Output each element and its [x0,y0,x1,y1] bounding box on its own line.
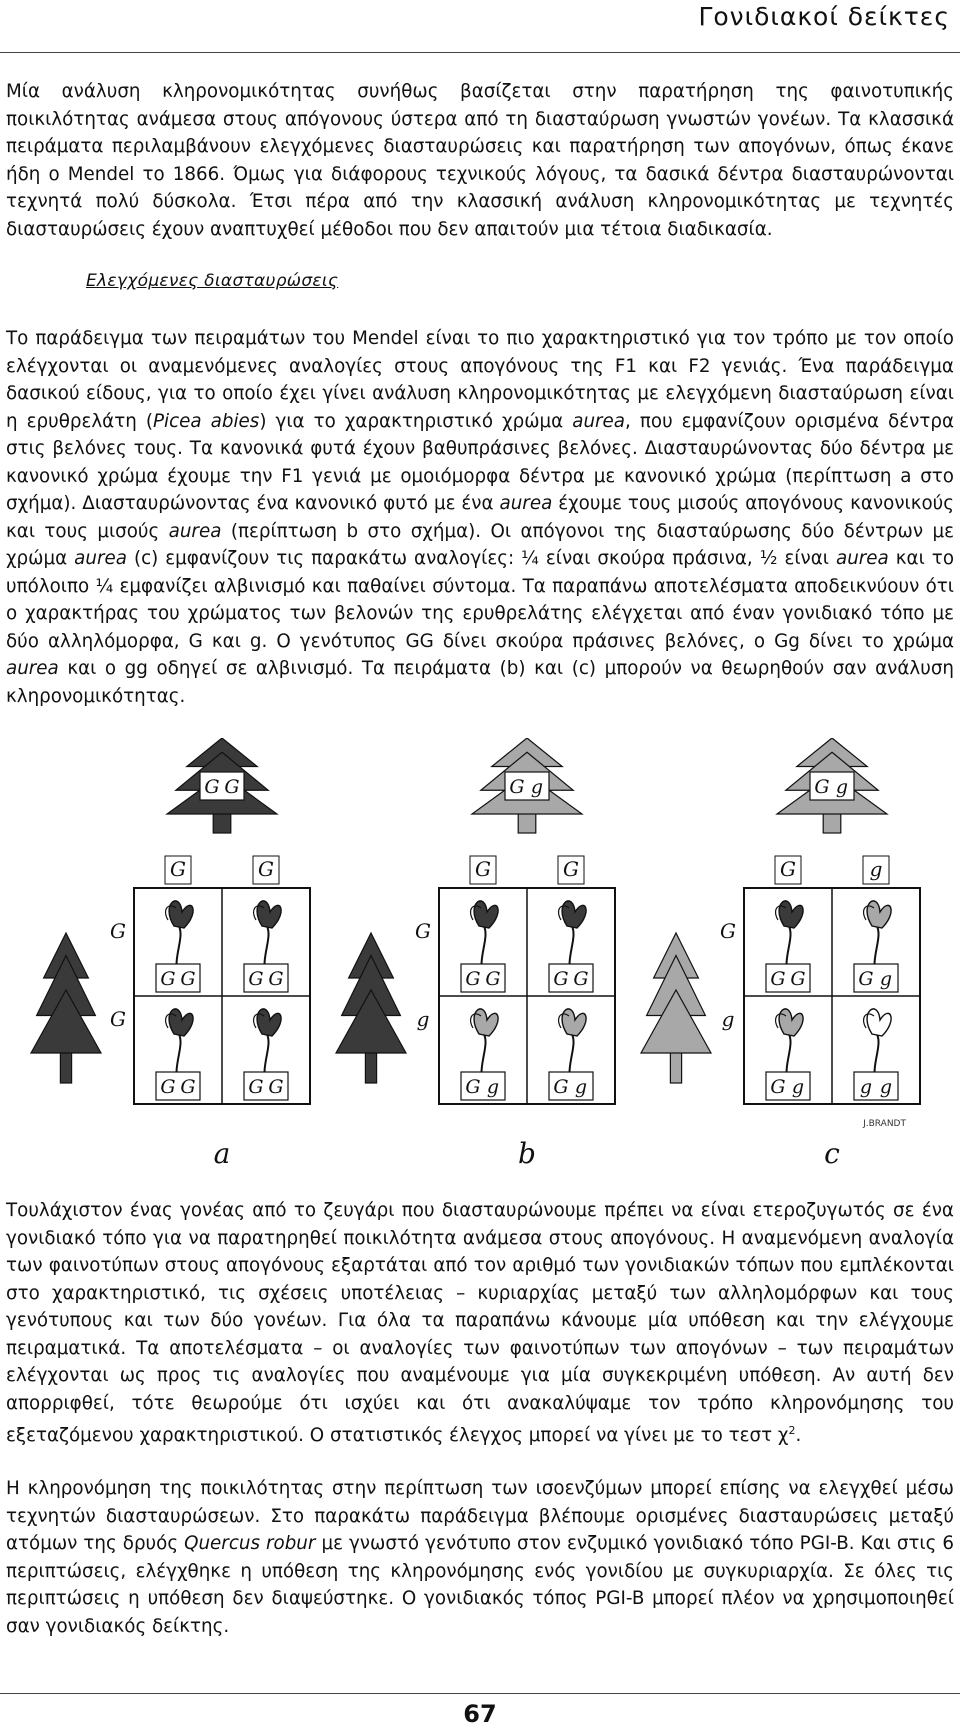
gamete-top-c-2: g [869,857,883,881]
intro-paragraph: Μία ανάλυση κληρονομικότητας συνήθως βασίζεται στην παρατήρηση της φαινοτυπικής ποικιλότητας ανάμεσα στους απόγονους ύστερα από τη διασταύρωση γνωστών γονέων. Τα κλασσικά πειράματα περιλαμβάνουν ελεγχόμενες διασταυρώσεις και παρατήρηση των απογόνων, όπως έκανε ήδη ο Mendel το 1866. Όμως για διάφορους τεχνικούς λόγους, τα δασικά δέντρα διασταυρώνονται τεχνητά πολύ δύσκολα. Έτσι πέρα από την κλασσική ανάλυση κληρονομικότητας με τεχνητές διασταυρώσεις έχουν αναπτυχθεί μέθοδοι που δεν απαιτούν μια τέτοια διαδικασία. [6,81,954,240]
parent-genotype-a-allele-2: G [224,776,240,798]
parent-genotype-b-allele-1: G [509,776,525,798]
partner-tree-c-tier [641,990,711,1053]
artist-signature: J.BRANDT [863,1119,906,1129]
controlled-crosses-paragraph: Το παράδειγμα των πειραμάτων του Mendel είναι το πιο χαρακτηριστικό για τον τρόπο με τον οποίο ελέγχονται οι αναμενόμενες αναλογίες στους απογόνους της F1 και F2 γενιάς. Ένα παράδειγμα δασικού είδους, για το οποίο έχει γίνει ανάλυση κληρονομικότητας με ελεγχόμενη διασταύρωση είναι η ερυθρελάτη (Picea abies) για το χαρακτηριστικό χρώμα aurea, που εμφανίζουν ορισμένα δέντρα στις βελόνες τους. Τα κανονικά φυτά έχουν βαθυπράσινες βελόνες. Διασταυρώνοντας δύο δέντρα με κανονικό χρώμα έχουμε την F1 γενιά με ομοιόμορφα δέντρα με κανονικό χρώμα (περίπτωση a στο σχήμα). Διασταυρώνοντας ένα κανονικό φυτό με ένα aurea έχουμε τους μισούς απογόνους κανονικούς και τους μισούς aurea (περίπτωση b στο σχήμα). Οι απόγονοι της διασταύρωσης δύο δέντρων με χρώμα aurea (c) εμφανίζουν τις παρακάτω αναλογίες: ¼ είναι σκούρα πράσινα, ½ είναι aurea και το υπόλοιπο ¼ εμφανίζει αλβινισμό και παθαίνει σύντομα. Τα παραπάνω αποτελέσματα αποδεικνύουν ότι ο χαρακτήρας του χρώματος των βελονών της ερυθρελάτης ελέγχεται από έναν γονιδιακό τόπο με δύο αλληλόμορφα, G και g. Ο γενότυπος GG δίνει σκούρα πράσινες βελόνες, ο Gg δίνει το χρώμα aurea και ο gg οδηγεί σε αλβινισμό. Τα πειράματα (b) και (c) μπορούν να θεωρηθούν σαν ανάλυση κληρονομικότητας. [6,328,954,707]
offspring-genotype-b-1-allele-2: G [485,968,501,990]
gamete-side-a-1: G [110,919,126,943]
gamete-top-a-1: G [170,857,186,881]
partner-tree-a-trunk [60,1050,71,1083]
offspring-genotype-a-3-allele-2: G [180,1076,196,1098]
gamete-top-a-2: G [258,857,274,881]
partner-tree-b-tier [336,990,406,1053]
partner-tree-a-tier [31,990,101,1053]
offspring-genotype-a-4-allele-2: G [268,1076,284,1098]
gamete-side-b-2: g [416,1007,430,1031]
parent-genotype-a-allele-1: G [204,776,220,798]
offspring-genotype-c-3-allele-1: G [770,1076,786,1098]
gamete-top-b-1: G [475,857,491,881]
panel-label-b: b [518,1137,536,1170]
partner-tree-b-trunk [365,1050,376,1083]
offspring-genotype-a-1-allele-1: G [160,968,176,990]
section-heading: Ελεγχόμενες διασταυρώσεις [86,271,339,291]
panel-label-a: a [213,1137,231,1170]
offspring-genotype-c-2-allele-1: G [858,968,874,990]
parent-genotype-c-allele-1: G [814,776,830,798]
offspring-genotype-a-3-allele-1: G [160,1076,176,1098]
offspring-genotype-b-2-allele-2: G [573,968,589,990]
gamete-top-b-2: G [563,857,579,881]
parent-tree-b-trunk [518,812,536,833]
partner-tree-b [336,933,406,1083]
offspring-genotype-b-4-allele-1: G [553,1076,569,1098]
offspring-genotype-a-1-allele-2: G [180,968,196,990]
species-name: Picea abies [153,410,260,432]
oak-species-name: Quercus robur [184,1533,316,1554]
offspring-genotype-c-4-allele-1: g [859,1076,873,1098]
partner-tree-c-trunk [670,1050,681,1083]
gamete-side-c-2: g [721,1007,735,1031]
parent-genotype-b-allele-2: g [530,776,544,798]
header-rule [0,52,960,53]
offspring-genotype-b-1-allele-1: G [465,968,481,990]
footer-rule [0,1693,960,1694]
offspring-genotype-c-4-allele-2: g [879,1076,893,1098]
partner-tree-a [31,933,101,1083]
running-header: Γονιδιακοί δείκτες [698,2,950,31]
panel-label-c: c [824,1137,840,1170]
parent-tree-a-trunk [213,812,231,833]
offspring-genotype-c-2-allele-2: g [879,968,893,990]
gamete-top-c-1: G [780,857,796,881]
offspring-genotype-a-2-allele-1: G [248,968,264,990]
gamete-side-c-1: G [720,919,736,943]
offspring-genotype-c-1-allele-2: G [790,968,806,990]
mendel-cross-figure [26,738,936,1178]
offspring-genotype-a-4-allele-1: G [248,1076,264,1098]
offspring-genotype-c-3-allele-2: g [791,1076,805,1098]
isoenzyme-paragraph: Η κληρονόμηση της ποικιλότητας στην περίπτωση των ισοενζύμων μπορεί επίσης να ελεγχθεί μέσω τεχνητών διασταυρώσεων. Στο παρακάτω παράδειγμα βλέπουμε ορισμένες διασταυρώσεις μεταξύ ατόμων της δρυός Quercus robur με γνωστό γενότυπο στον ενζυμικό γονιδιακό τόπο PGI-B. Και στις 6 περιπτώσεις, ελέγχθηκε η υπόθεση της κληρονόμησης ενός γονιδίου με συγκυριαρχία. Σε όλες τις περιπτώσεις η υπόθεση δεν διαψεύστηκε. Ο γονιδιακός τόπος PGI-B μπορεί πλέον να χρησιμοποιηθεί σαν γονιδιακός δείκτης. [6,1478,954,1637]
offspring-genotype-b-3-allele-1: G [465,1076,481,1098]
parent-tree-c-trunk [823,812,841,833]
gamete-side-b-1: G [415,919,431,943]
offspring-genotype-b-3-allele-2: g [486,1076,500,1098]
offspring-genotype-c-1-allele-1: G [770,968,786,990]
parent-genotype-c-allele-2: g [835,776,849,798]
page-number: 67 [463,1700,497,1728]
gamete-side-a-2: G [110,1007,126,1031]
partner-tree-c [641,933,711,1083]
offspring-genotype-b-4-allele-2: g [574,1076,588,1098]
hypothesis-paragraph: Τουλάχιστον ένας γονέας από το ζευγάρι που διασταυρώνουμε πρέπει να είναι ετεροζυγωτός σε ένα γονιδιακό τόπο για να παρατηρηθεί ποικιλότητα ανάμεσα στους απογόνους. Η αναμενόμενη αναλογία των φαινοτύπων στους απογόνους εξαρτάται από τον αριθμό των γονιδιακών τόπων που εμπλέκονται στο χαρακτηριστικό, τις σχέσεις υποτέλειας – κυριαρχίας μεταξύ των αλληλομόρφων και τους γενότυπους και των δύο γονέων. Για όλα τα παραπάνω κάνουμε μία υπόθεση και την ελέγχουμε πειραματικά. Τα αποτελέσματα – οι αναλογίες των φαινοτύπων των απογόνων – των πειραμάτων ελέγχονται ως προς τις αναλογίες που αναμένουμε για μία συγκεκριμένη υπόθεση. Αν αυτή δεν απορριφθεί, τότε θεωρούμε ότι ισχύει και ότι ανακαλύψαμε τον τρόπο κληρονόμησης του εξεταζόμενου χαρακτηριστικού. Ο στατιστικός έλεγχος μπορεί να γίνει με το τεστ $\chi^2$. [6,1200,954,1447]
offspring-genotype-b-2-allele-1: G [553,968,569,990]
offspring-genotype-a-2-allele-2: G [268,968,284,990]
